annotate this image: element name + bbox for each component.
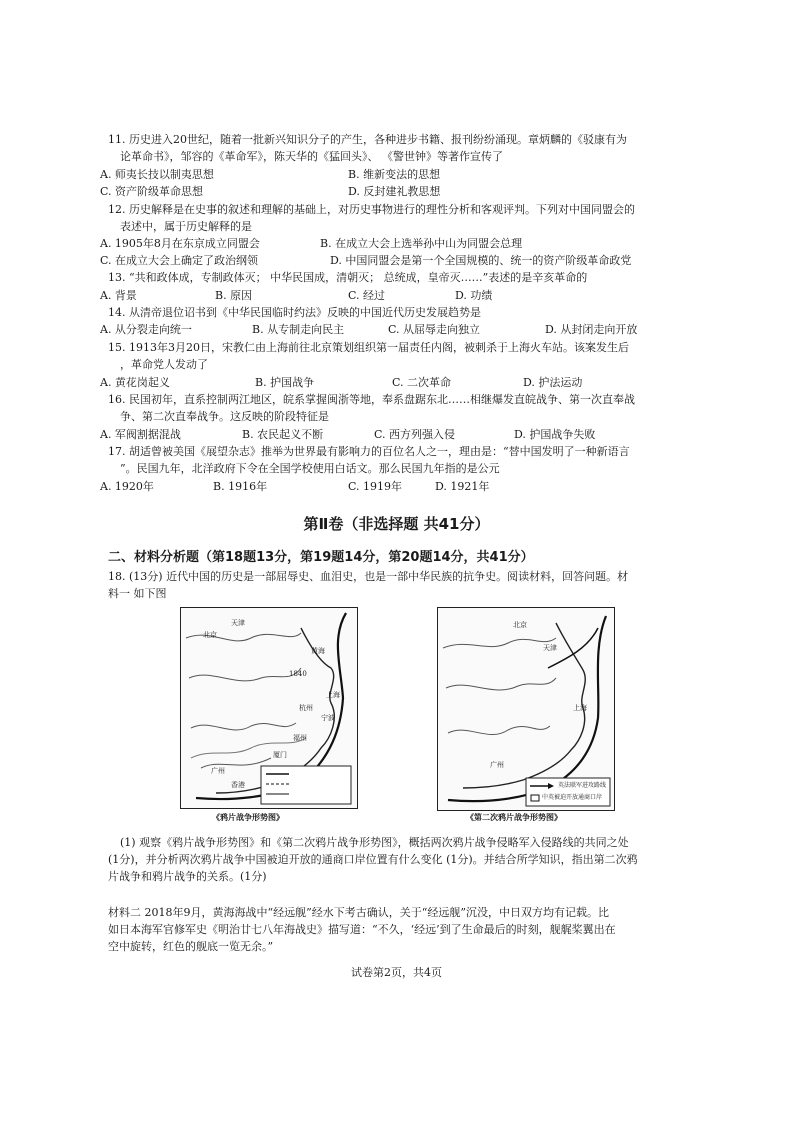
q16-option-c: C. 西方列强入侵 (374, 428, 456, 441)
q12-option-a: A. 1905年8月在东京成立同盟会 (100, 237, 260, 250)
q14-option-c: C. 从屈辱走向独立 (388, 323, 481, 336)
q16-stem: 16. 民国初年，直系控制两江地区，皖系掌握闽浙等地，奉系盘踞东北……相继爆发直皖战争、第一次直奉战 (108, 393, 635, 406)
q15-option-a: A. 黄花岗起义 (100, 376, 170, 389)
q15-option-b: B. 护国战争 (255, 376, 315, 389)
q18-1-stem: (1) 观察《鸦片战争形势图》和《第二次鸦片战争形势图》，概括两次鸦片战争侵略军入侵路线的共同之处 (120, 836, 629, 849)
q16-stem-cont: 争、第二次直奉战争。这反映的阶段特征是 (120, 410, 329, 423)
q13-option-b: B. 原因 (215, 289, 253, 302)
map1-caption: 《鸦片战争形势图》 (212, 812, 284, 822)
map1-label-xiamen: 厦门 (273, 751, 287, 759)
map1-label-ningbo: 宁波 (321, 714, 335, 722)
q18-1-stem-cont: (1分)，并分析两次鸦片战争中国被迫开放的通商口岸位置有什么变化 (1分)。并结合所学知识，指出第二次鸦 (108, 853, 638, 866)
map2-label-guangzhou: 广州 (490, 761, 504, 769)
map1-label-beijing: 北京 (203, 631, 217, 639)
section-heading: 二、材料分析题（第18题13分，第19题14分，第20题14分，共41分） (108, 550, 534, 565)
map-opium-war (180, 607, 358, 809)
q16-option-b: B. 农民起义不断 (242, 428, 324, 441)
q15-option-d: D. 护法运动 (523, 376, 583, 389)
q17-stem: 17. 胡适曾被美国《展望杂志》推举为世界最有影响力的百位名人之一，理由是：“替中国发明了一种新语言 (108, 445, 630, 458)
q12-stem-cont: 表述中，属于历史解释的是 (120, 220, 252, 233)
q12-stem: 12. 历史解释是在史事的叙述和理解的基础上，对历史事物进行的理性分析和客观评判。下列对中国同盟会的 (108, 203, 635, 216)
q14-option-a: A. 从分裂走向统一 (100, 323, 192, 336)
q13-option-c: C. 经过 (348, 289, 386, 302)
q11-option-a: A. 师夷长技以制夷思想 (100, 168, 214, 181)
q15-stem-cont: ，革命党人发动了 (120, 358, 208, 371)
q16-option-a: A. 军阀割据混战 (100, 428, 181, 441)
material2-line2: 如日本海军官修军史《明治廿七八年海战史》描写道：“不久，‘经远’到了生命最后的时刻，舰艉桨翼出在 (108, 923, 616, 936)
q11-option-b: B. 维新变法的思想 (348, 168, 441, 181)
map2-label-shanghai: 上海 (573, 704, 587, 712)
q14-option-d: D. 从封闭走向开放 (545, 323, 638, 336)
page-footer: 试卷第2页，共4页 (351, 966, 442, 979)
q17-option-b: B. 1916年 (213, 480, 268, 493)
q16-option-d: D. 护国战争失败 (514, 428, 596, 441)
map1-label-guangzhou: 广州 (211, 767, 225, 775)
q15-option-c: C. 二次革命 (392, 376, 452, 389)
q13-stem: 13. “共和政体成，专制政体灭； 中华民国成，清朝灭； 总统成，皇帝灭……”表述的是辛亥革命的 (108, 271, 588, 284)
map1-label-tianjin: 天津 (231, 619, 245, 627)
map2-label-beijing: 北京 (513, 621, 527, 629)
q17-option-d: D. 1921年 (435, 480, 490, 493)
q12-option-d: D. 中国同盟会是第一个全国规模的、统一的资产阶级革命政党 (330, 254, 632, 267)
q18-1-stem-cont2: 片战争和鸦片战争的关系。(1分) (108, 870, 267, 883)
section-title: 第Ⅱ卷（非选择题 共41分） (303, 515, 490, 533)
q17-option-a: A. 1920年 (100, 480, 154, 493)
material2-line3: 空中旋转，红色的舰底一览无余。” (108, 940, 274, 953)
map2-legend-route: 英法联军进攻路线 (558, 782, 607, 789)
map1-label-fuzhou: 福州 (293, 734, 307, 742)
map2-legend-ports: 中英被迫开放通商口岸 (542, 794, 603, 801)
q17-option-c: C. 1919年 (348, 480, 403, 493)
q18-stem-cont: 料一 如下图 (108, 587, 167, 600)
material2-line1: 材料二 2018年9月，黄海海战中“经远舰”经水下考古确认，关于“经远舰”沉没，中日双方均有记载。比 (108, 906, 609, 919)
map2-caption: 《第二次鸦片战争形势图》 (466, 812, 562, 822)
map1-label-hongkong: 香港 (231, 781, 245, 789)
q17-stem-cont: ”。民国九年，北洋政府下令在全国学校使用白话文。那么民国九年指的是公元 (120, 462, 500, 475)
q15-stem: 15. 1913年3月20日，宋教仁由上海前往北京策划组织第一届责任内阁，被刺杀于上海火车站。该案发生后 (108, 341, 629, 354)
map1-label-1840: 1840 (289, 670, 307, 678)
q18-stem: 18. (13分) 近代中国的历史是一部屈辱史、血泪史，也是一部中华民族的抗争史。阅读材料，回答问题。材 (108, 570, 629, 583)
q14-option-b: B. 从专制走向民主 (252, 323, 345, 336)
q12-option-c: C. 在成立大会上确定了政治纲领 (100, 254, 259, 267)
q13-option-d: D. 功绩 (455, 289, 493, 302)
q14-stem: 14. 从清帝退位诏书到《中华民国临时约法》反映的中国近代历史发展趋势是 (108, 306, 481, 319)
q11-stem: 11. 历史进入20世纪，随着一批新兴知识分子的产生，各种进步书籍、报刊纷纷涌现。章炳麟的《驳康有为 (108, 133, 627, 146)
map1-label-hangzhou: 杭州 (299, 704, 313, 712)
q13-option-a: A. 背景 (100, 289, 137, 302)
map2-label-tianjin: 天津 (543, 644, 557, 652)
q11-stem-cont: 论革命书》，邹容的《革命军》，陈天华的《猛回头》、 《警世钟》等著作宣传了 (120, 150, 503, 163)
q12-option-b: B. 在成立大会上选举孙中山为同盟会总理 (320, 237, 523, 250)
map-second-opium-war (437, 607, 615, 811)
map1-label-yellow-sea: 黄海 (311, 647, 325, 655)
q11-option-d: D. 反封建礼教思想 (348, 185, 441, 198)
q11-option-c: C. 资产阶级革命思想 (100, 185, 204, 198)
map1-label-shanghai: 上海 (326, 691, 340, 699)
